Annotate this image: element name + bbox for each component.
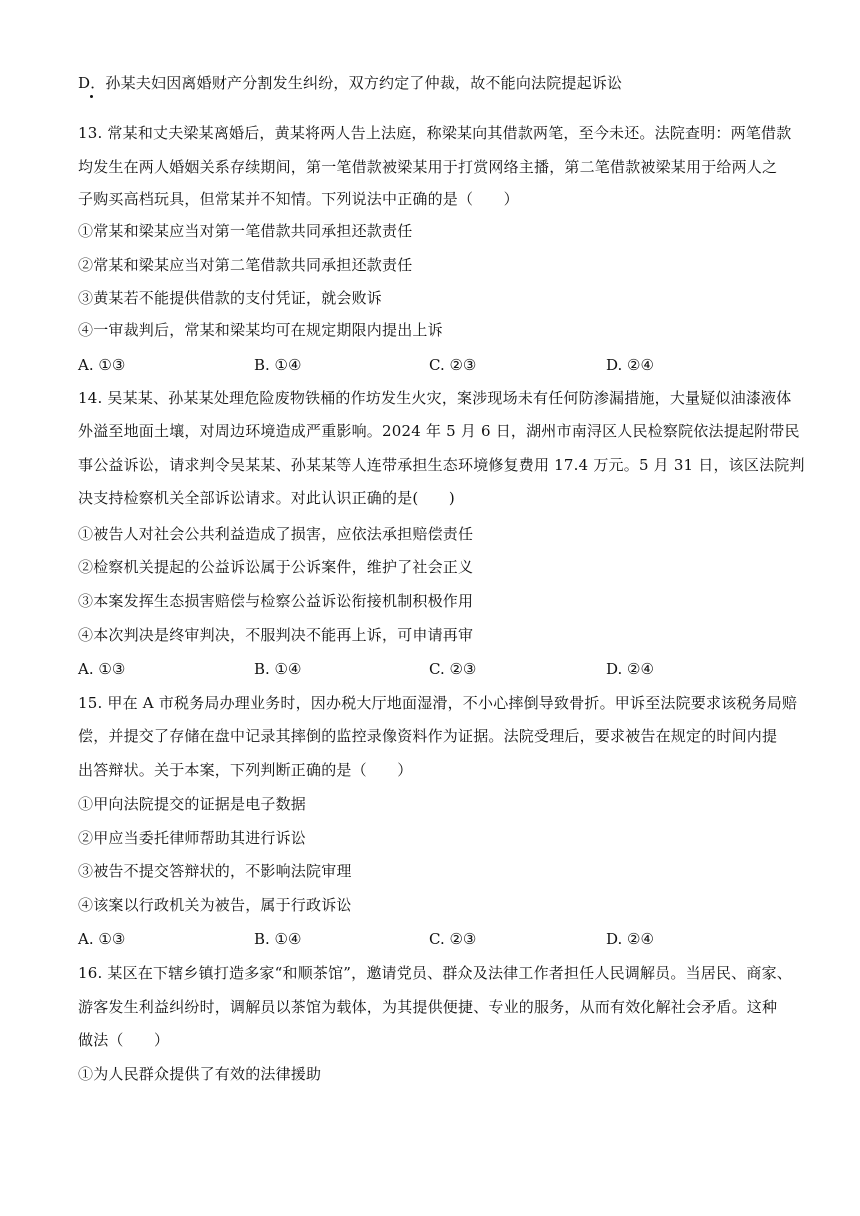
q14-option-a: A. ①③ [78,660,126,678]
q14-stem-line-2: 外溢至地面土壤，对周边环境造成严重影响。2024 年 5 月 6 日，湖州市南浔区人民检察院依法提起附带民 [78,422,800,440]
q16-stem-line-1: 16. 某区在下辖乡镇打造多家“和顺茶馆”，邀请党员、群众及法律工作者担任人民调解员。当居民、商家、 [78,964,792,982]
q13-option-d: D. ②④ [606,356,654,374]
q14-options [78,659,798,679]
q13-option-c: C. ②③ [429,356,477,374]
q15-option-a: A. ①③ [78,930,126,948]
q15-statement-2: ②甲应当委托律师帮助其进行诉讼 [78,829,307,847]
q15-option-c: C. ②③ [429,930,477,948]
q14-statement-3: ③本案发挥生态损害赔偿与检察公益诉讼衔接机制积极作用 [78,592,474,610]
q13-stem-line-2: 均发生在两人婚姻关系存续期间，第一笔借款被梁某用于打赏网络主播，第二笔借款被梁某用于给两人之 [78,158,778,176]
q14-option-b: B. ①④ [254,660,302,678]
q14-statement-2: ②检察机关提起的公益诉讼属于公诉案件，维护了社会正义 [78,558,474,576]
q15-stem-line-2: 偿，并提交了存储在盘中记录其摔倒的监控录像资料作为证据。法院受理后，要求被告在规定的时间内提 [78,727,778,745]
q14-stem-line-3: 事公益诉讼，请求判令吴某某、孙某某等人连带承担生态环境修复费用 17.4 万元。5 月 31 日，该区法院判 [78,456,805,474]
q15-options [78,929,798,949]
q15-statement-3: ③被告不提交答辩状的，不影响法院审理 [78,862,352,880]
q13-option-a: A. ①③ [78,356,126,374]
q14-option-d: D. ②④ [606,660,654,678]
q14-stem-line-4: 决支持检察机关全部诉讼请求。对此认识正确的是( ) [78,489,455,507]
q14-statement-4: ④本次判决是终审判决，不服判决不能再上诉，可申请再审 [78,626,474,644]
q13-statement-3: ③黄某若不能提供借款的支付凭证，就会败诉 [78,289,383,307]
q13-statement-1: ①常某和梁某应当对第一笔借款共同承担还款责任 [78,222,413,240]
q14-stem-line-1: 14. 吴某某、孙某某处理危险废物铁桶的作坊发生火灾，案涉现场未有任何防渗漏措施，大量疑似油漆液体 [78,389,792,407]
q15-option-d: D. ②④ [606,930,654,948]
q13-stem-line-3: 子购买高档玩具，但常某并不知情。下列说法中正确的是（ ） [78,190,519,208]
q15-option-b: B. ①④ [254,930,302,948]
q16-stem-line-2: 游客发生利益纠纷时，调解员以茶馆为载体，为其提供便捷、专业的服务，从而有效化解社会矛盾。这种 [78,998,778,1016]
q13-option-b: B. ①④ [254,356,302,374]
q14-option-c: C. ②③ [429,660,477,678]
q16-statement-1: ①为人民群众提供了有效的法律援助 [78,1065,322,1083]
emphasis-dot [90,95,93,98]
q15-statement-4: ④该案以行政机关为被告，属于行政诉讼 [78,896,352,914]
q13-stem-line-1: 13. 常某和丈夫梁某离婚后，黄某将两人告上法庭，称梁某向其借款两笔，至今未还。法院查明：两笔借款 [78,124,792,142]
q12-option-d: D．孙某夫妇因离婚财产分割发生纠纷，双方约定了仲裁，故不能向法院提起诉讼 [78,74,623,92]
q15-statement-1: ①甲向法院提交的证据是电子数据 [78,795,307,813]
q15-stem-line-1: 15. 甲在 A 市税务局办理业务时，因办税大厅地面湿滑，不小心摔倒导致骨折。甲诉至法院要求该税务局赔 [78,694,798,712]
q14-statement-1: ①被告人对社会公共利益造成了损害，应依法承担赔偿责任 [78,525,474,543]
q13-statement-4: ④一审裁判后，常某和梁某均可在规定期限内提出上诉 [78,321,443,339]
q13-options [78,355,798,375]
q13-statement-2: ②常某和梁某应当对第二笔借款共同承担还款责任 [78,256,413,274]
q15-stem-line-3: 出答辩状。关于本案，下列判断正确的是（ ） [78,761,413,779]
q16-stem-line-3: 做法（ ） [78,1031,170,1049]
